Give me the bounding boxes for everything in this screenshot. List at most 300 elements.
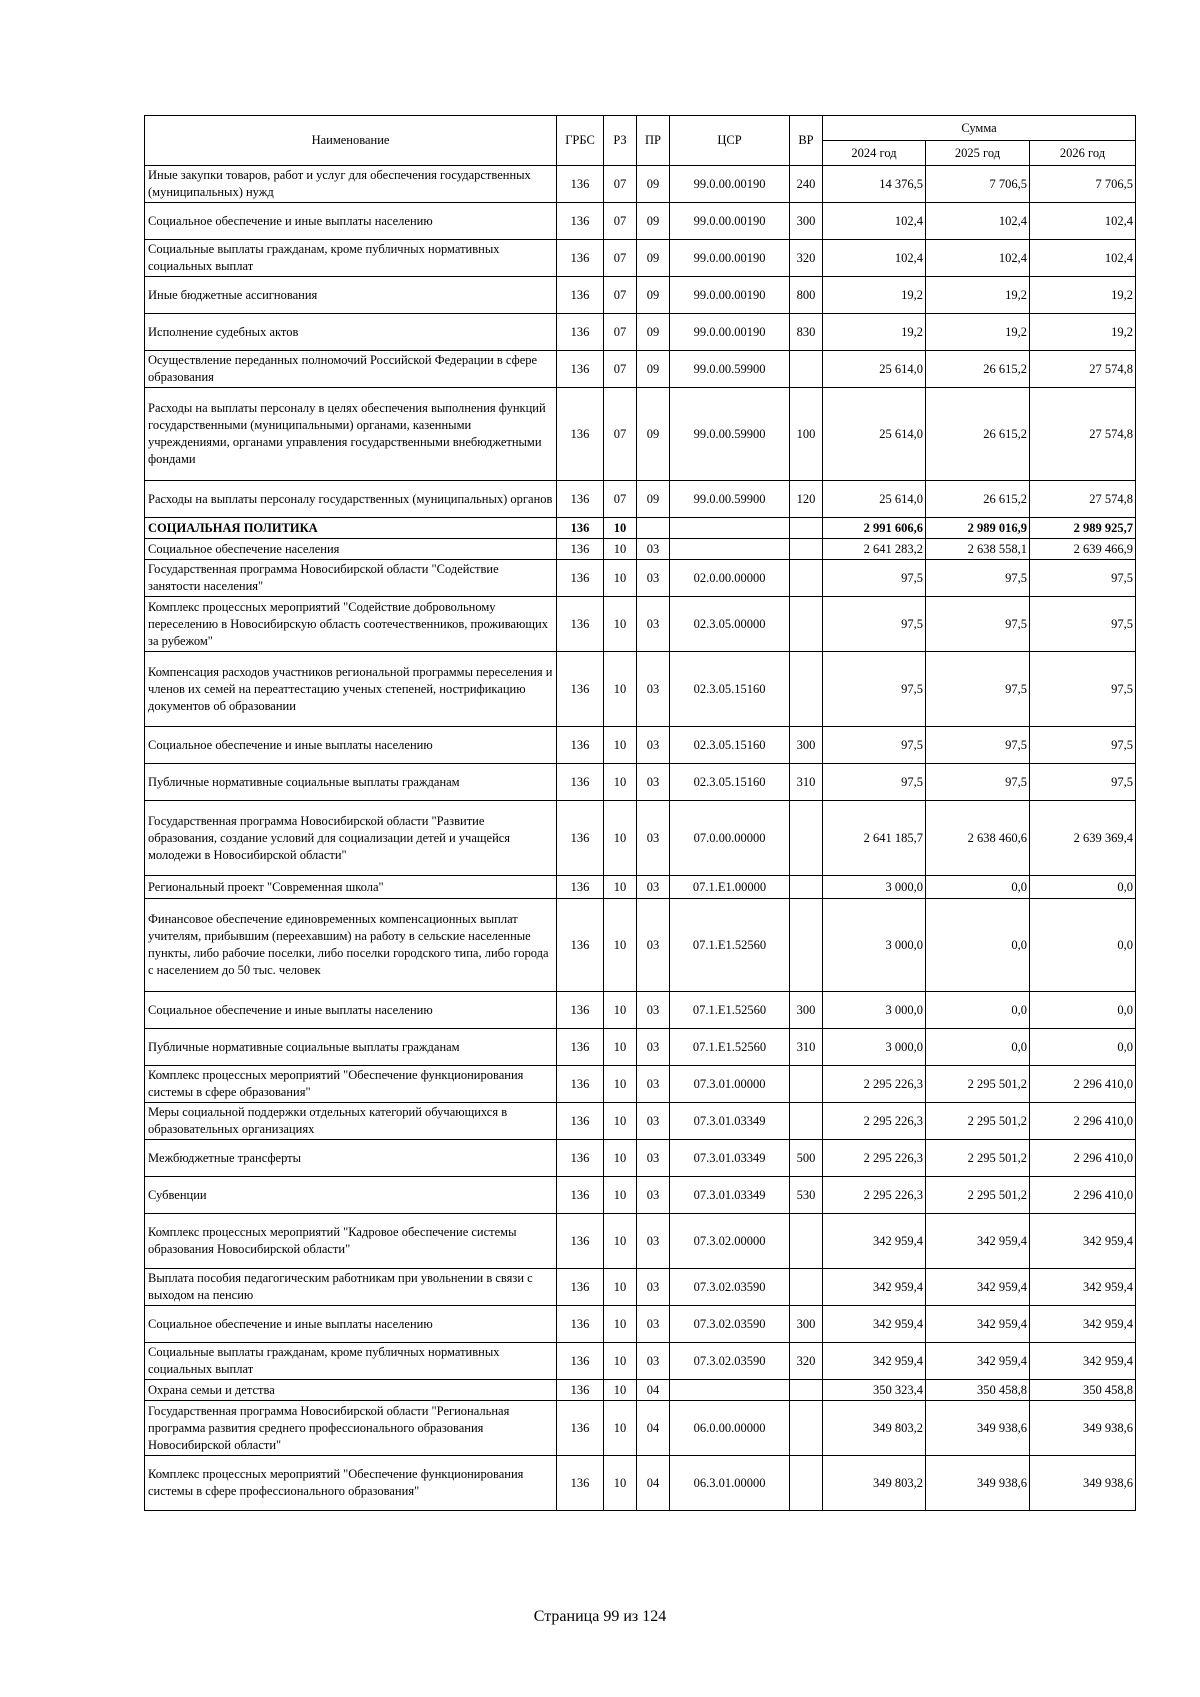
row-pr-cell: 03: [637, 1029, 670, 1066]
row-vr-cell: [790, 1380, 823, 1401]
row-sum-2025-cell: 0,0: [926, 1029, 1030, 1066]
row-grbs-cell: 136: [557, 518, 604, 539]
row-sum-2024-cell: 25 614,0: [823, 351, 926, 388]
row-name-cell: Региональный проект "Современная школа": [145, 876, 557, 899]
row-pr-cell: 03: [637, 597, 670, 652]
row-sum-2025-cell: 97,5: [926, 560, 1030, 597]
header-year-2025: 2025 год: [926, 141, 1030, 166]
table-row: [145, 1177, 1136, 1214]
row-sum-2025-cell: 102,4: [926, 240, 1030, 277]
row-csr-cell: 07.3.02.03590: [670, 1306, 790, 1343]
row-pr-cell: 03: [637, 539, 670, 560]
row-grbs-cell: 136: [557, 727, 604, 764]
row-rz-cell: 07: [604, 481, 637, 518]
row-sum-2025-cell: 2 638 558,1: [926, 539, 1030, 560]
row-rz-cell: 10: [604, 1140, 637, 1177]
row-name-cell: Расходы на выплаты персоналу государственных (муниципальных) органов: [145, 481, 557, 518]
table-row: [145, 1214, 1136, 1269]
row-pr-cell: 03: [637, 1214, 670, 1269]
page-number: Страница 99 из 124: [533, 1608, 667, 1625]
row-pr-cell: 03: [637, 1140, 670, 1177]
row-grbs-cell: 136: [557, 1269, 604, 1306]
row-name-cell: Компенсация расходов участников региональной программы переселения и членов их семей на переаттестацию ученых степеней, нострификацию документов об образовании: [145, 652, 557, 727]
row-grbs-cell: 136: [557, 899, 604, 992]
header-pr: ПР: [637, 116, 670, 166]
row-sum-2024-cell: 97,5: [823, 597, 926, 652]
row-csr-cell: [670, 1380, 790, 1401]
row-rz-cell: 10: [604, 518, 637, 539]
table-row: [145, 652, 1136, 727]
row-sum-2025-cell: 19,2: [926, 277, 1030, 314]
row-grbs-cell: 136: [557, 1177, 604, 1214]
row-pr-cell: 03: [637, 1269, 670, 1306]
row-csr-cell: 07.0.00.00000: [670, 801, 790, 876]
row-rz-cell: 10: [604, 992, 637, 1029]
row-sum-2024-cell: 97,5: [823, 764, 926, 801]
row-csr-cell: 07.1.E1.52560: [670, 899, 790, 992]
row-pr-cell: 03: [637, 652, 670, 727]
row-pr-cell: 09: [637, 388, 670, 481]
row-sum-2026-cell: 97,5: [1030, 652, 1136, 727]
row-sum-2024-cell: 2 295 226,3: [823, 1177, 926, 1214]
row-rz-cell: 10: [604, 876, 637, 899]
row-sum-2024-cell: 342 959,4: [823, 1343, 926, 1380]
row-grbs-cell: 136: [557, 1140, 604, 1177]
row-grbs-cell: 136: [557, 351, 604, 388]
row-grbs-cell: 136: [557, 314, 604, 351]
row-sum-2025-cell: 26 615,2: [926, 481, 1030, 518]
row-sum-2024-cell: 25 614,0: [823, 481, 926, 518]
row-grbs-cell: 136: [557, 388, 604, 481]
table-row: [145, 727, 1136, 764]
table-row: [145, 277, 1136, 314]
row-sum-2024-cell: 19,2: [823, 277, 926, 314]
row-grbs-cell: 136: [557, 203, 604, 240]
row-name-cell: Комплекс процессных мероприятий "Обеспечение функционирования системы в сфере профессионального образования": [145, 1456, 557, 1511]
row-grbs-cell: 136: [557, 166, 604, 203]
row-sum-2025-cell: 2 295 501,2: [926, 1066, 1030, 1103]
row-sum-2025-cell: 0,0: [926, 992, 1030, 1029]
table-row: [145, 1269, 1136, 1306]
row-sum-2025-cell: 97,5: [926, 764, 1030, 801]
row-grbs-cell: 136: [557, 1214, 604, 1269]
row-name-cell: Социальные выплаты гражданам, кроме публичных нормативных социальных выплат: [145, 1343, 557, 1380]
row-vr-cell: 830: [790, 314, 823, 351]
row-grbs-cell: 136: [557, 876, 604, 899]
row-csr-cell: [670, 518, 790, 539]
row-vr-cell: [790, 518, 823, 539]
table-row: [145, 1066, 1136, 1103]
row-csr-cell: 06.3.01.00000: [670, 1456, 790, 1511]
row-vr-cell: [790, 1269, 823, 1306]
budget-table: [144, 115, 1136, 1511]
row-pr-cell: 03: [637, 801, 670, 876]
table-row: [145, 801, 1136, 876]
row-name-cell: Социальное обеспечение и иные выплаты населению: [145, 203, 557, 240]
row-pr-cell: 03: [637, 1343, 670, 1380]
row-sum-2024-cell: 350 323,4: [823, 1380, 926, 1401]
table-row: [145, 1456, 1136, 1511]
row-sum-2025-cell: 97,5: [926, 597, 1030, 652]
row-vr-cell: [790, 1066, 823, 1103]
row-pr-cell: 03: [637, 899, 670, 992]
row-sum-2026-cell: 2 296 410,0: [1030, 1066, 1136, 1103]
row-csr-cell: 07.3.01.03349: [670, 1140, 790, 1177]
row-sum-2024-cell: 342 959,4: [823, 1214, 926, 1269]
row-sum-2025-cell: 349 938,6: [926, 1456, 1030, 1511]
row-grbs-cell: 136: [557, 560, 604, 597]
row-pr-cell: 03: [637, 764, 670, 801]
row-csr-cell: 99.0.00.00190: [670, 277, 790, 314]
row-pr-cell: 03: [637, 992, 670, 1029]
row-sum-2026-cell: 102,4: [1030, 203, 1136, 240]
row-pr-cell: 03: [637, 1306, 670, 1343]
row-sum-2026-cell: 2 296 410,0: [1030, 1103, 1136, 1140]
row-grbs-cell: 136: [557, 1029, 604, 1066]
row-sum-2026-cell: 342 959,4: [1030, 1343, 1136, 1380]
row-sum-2026-cell: 349 938,6: [1030, 1456, 1136, 1511]
row-sum-2026-cell: 2 296 410,0: [1030, 1177, 1136, 1214]
row-csr-cell: 02.3.05.15160: [670, 764, 790, 801]
table-row: [145, 1306, 1136, 1343]
row-sum-2026-cell: 97,5: [1030, 597, 1136, 652]
table-row: [145, 764, 1136, 801]
table-row: [145, 539, 1136, 560]
row-vr-cell: 300: [790, 992, 823, 1029]
header-name: Наименование: [145, 116, 557, 166]
row-sum-2025-cell: 97,5: [926, 652, 1030, 727]
row-sum-2024-cell: 2 991 606,6: [823, 518, 926, 539]
table-header: [145, 116, 1136, 166]
row-vr-cell: 100: [790, 388, 823, 481]
row-csr-cell: 07.1.E1.52560: [670, 992, 790, 1029]
row-vr-cell: 800: [790, 277, 823, 314]
row-grbs-cell: 136: [557, 1103, 604, 1140]
row-sum-2025-cell: 342 959,4: [926, 1306, 1030, 1343]
row-rz-cell: 10: [604, 1066, 637, 1103]
row-sum-2026-cell: 2 639 466,9: [1030, 539, 1136, 560]
row-rz-cell: 10: [604, 1177, 637, 1214]
row-pr-cell: 03: [637, 1066, 670, 1103]
table-row: [145, 1343, 1136, 1380]
row-csr-cell: 07.3.02.03590: [670, 1269, 790, 1306]
row-rz-cell: 10: [604, 1456, 637, 1511]
row-sum-2026-cell: 27 574,8: [1030, 351, 1136, 388]
row-sum-2026-cell: 102,4: [1030, 240, 1136, 277]
row-pr-cell: 09: [637, 240, 670, 277]
row-sum-2024-cell: 19,2: [823, 314, 926, 351]
row-name-cell: СОЦИАЛЬНАЯ ПОЛИТИКА: [145, 518, 557, 539]
row-pr-cell: 04: [637, 1401, 670, 1456]
row-sum-2024-cell: 102,4: [823, 240, 926, 277]
table-row: [145, 240, 1136, 277]
table-row: [145, 876, 1136, 899]
row-sum-2024-cell: 349 803,2: [823, 1456, 926, 1511]
row-name-cell: Субвенции: [145, 1177, 557, 1214]
table-row: [145, 481, 1136, 518]
row-name-cell: Комплекс процессных мероприятий "Обеспечение функционирования системы в сфере образования": [145, 1066, 557, 1103]
row-rz-cell: 07: [604, 166, 637, 203]
row-sum-2025-cell: 26 615,2: [926, 388, 1030, 481]
row-sum-2024-cell: 102,4: [823, 203, 926, 240]
row-name-cell: Исполнение судебных актов: [145, 314, 557, 351]
row-sum-2026-cell: 0,0: [1030, 876, 1136, 899]
row-rz-cell: 10: [604, 1103, 637, 1140]
row-csr-cell: 07.3.02.00000: [670, 1214, 790, 1269]
table-row: [145, 203, 1136, 240]
table-row: [145, 899, 1136, 992]
row-name-cell: Выплата пособия педагогическим работникам при увольнении в связи с выходом на пенсию: [145, 1269, 557, 1306]
row-grbs-cell: 136: [557, 597, 604, 652]
row-sum-2026-cell: 342 959,4: [1030, 1214, 1136, 1269]
row-name-cell: Социальное обеспечение и иные выплаты населению: [145, 727, 557, 764]
row-pr-cell: 09: [637, 203, 670, 240]
row-sum-2024-cell: 97,5: [823, 727, 926, 764]
row-name-cell: Государственная программа Новосибирской области "Региональная программа развития среднего профессионального образования Новосибирской области": [145, 1401, 557, 1456]
row-name-cell: Социальные выплаты гражданам, кроме публичных нормативных социальных выплат: [145, 240, 557, 277]
header-year-2024: 2024 год: [823, 141, 926, 166]
row-sum-2026-cell: 2 639 369,4: [1030, 801, 1136, 876]
row-vr-cell: 310: [790, 764, 823, 801]
row-rz-cell: 07: [604, 314, 637, 351]
row-pr-cell: 03: [637, 1103, 670, 1140]
row-rz-cell: 10: [604, 801, 637, 876]
row-csr-cell: 06.0.00.00000: [670, 1401, 790, 1456]
row-sum-2026-cell: 2 989 925,7: [1030, 518, 1136, 539]
row-rz-cell: 10: [604, 899, 637, 992]
row-name-cell: Государственная программа Новосибирской области "Развитие образования, создание условий для социализации детей и учащейся молодежи в Новосибирской области": [145, 801, 557, 876]
row-sum-2026-cell: 27 574,8: [1030, 481, 1136, 518]
header-rz: РЗ: [604, 116, 637, 166]
row-sum-2024-cell: 3 000,0: [823, 1029, 926, 1066]
row-vr-cell: 300: [790, 727, 823, 764]
row-csr-cell: 99.0.00.59900: [670, 388, 790, 481]
row-sum-2025-cell: 2 638 460,6: [926, 801, 1030, 876]
budget-table-sheet: [144, 115, 1135, 1511]
row-vr-cell: [790, 560, 823, 597]
row-vr-cell: [790, 1456, 823, 1511]
table-row: [145, 518, 1136, 539]
row-sum-2026-cell: 0,0: [1030, 899, 1136, 992]
row-grbs-cell: 136: [557, 1456, 604, 1511]
row-rz-cell: 10: [604, 1214, 637, 1269]
row-sum-2024-cell: 3 000,0: [823, 899, 926, 992]
row-grbs-cell: 136: [557, 539, 604, 560]
row-csr-cell: [670, 539, 790, 560]
row-sum-2026-cell: 19,2: [1030, 277, 1136, 314]
row-sum-2025-cell: 19,2: [926, 314, 1030, 351]
row-vr-cell: 300: [790, 1306, 823, 1343]
row-csr-cell: 07.3.02.03590: [670, 1343, 790, 1380]
row-pr-cell: 04: [637, 1456, 670, 1511]
row-vr-cell: [790, 539, 823, 560]
row-sum-2025-cell: 342 959,4: [926, 1343, 1030, 1380]
row-sum-2025-cell: 2 295 501,2: [926, 1177, 1030, 1214]
row-csr-cell: 07.3.01.03349: [670, 1177, 790, 1214]
row-sum-2024-cell: 2 641 185,7: [823, 801, 926, 876]
table-row: [145, 1140, 1136, 1177]
row-sum-2024-cell: 3 000,0: [823, 876, 926, 899]
row-name-cell: Публичные нормативные социальные выплаты гражданам: [145, 764, 557, 801]
table-row: [145, 1029, 1136, 1066]
row-sum-2026-cell: 349 938,6: [1030, 1401, 1136, 1456]
row-pr-cell: 03: [637, 727, 670, 764]
row-sum-2025-cell: 2 295 501,2: [926, 1103, 1030, 1140]
table-row: [145, 1380, 1136, 1401]
row-vr-cell: 120: [790, 481, 823, 518]
row-rz-cell: 07: [604, 203, 637, 240]
header-sum: Сумма: [823, 116, 1136, 141]
row-name-cell: Социальное обеспечение и иные выплаты населению: [145, 1306, 557, 1343]
row-vr-cell: 240: [790, 166, 823, 203]
table-row: [145, 314, 1136, 351]
row-grbs-cell: 136: [557, 652, 604, 727]
row-sum-2026-cell: 7 706,5: [1030, 166, 1136, 203]
row-sum-2025-cell: 0,0: [926, 876, 1030, 899]
row-csr-cell: 99.0.00.00190: [670, 166, 790, 203]
row-rz-cell: 07: [604, 351, 637, 388]
row-sum-2025-cell: 350 458,8: [926, 1380, 1030, 1401]
row-grbs-cell: 136: [557, 764, 604, 801]
table-body: [145, 166, 1136, 1511]
row-sum-2025-cell: 26 615,2: [926, 351, 1030, 388]
row-name-cell: Социальное обеспечение и иные выплаты населению: [145, 992, 557, 1029]
row-sum-2025-cell: 102,4: [926, 203, 1030, 240]
row-name-cell: Меры социальной поддержки отдельных категорий обучающихся в образовательных организациях: [145, 1103, 557, 1140]
row-grbs-cell: 136: [557, 277, 604, 314]
row-sum-2024-cell: 2 295 226,3: [823, 1066, 926, 1103]
row-sum-2024-cell: 2 295 226,3: [823, 1103, 926, 1140]
row-rz-cell: 10: [604, 597, 637, 652]
row-sum-2026-cell: 342 959,4: [1030, 1306, 1136, 1343]
row-csr-cell: 07.1.E1.52560: [670, 1029, 790, 1066]
row-sum-2024-cell: 349 803,2: [823, 1401, 926, 1456]
row-sum-2024-cell: 25 614,0: [823, 388, 926, 481]
row-csr-cell: 02.3.05.15160: [670, 652, 790, 727]
table-row: [145, 560, 1136, 597]
row-pr-cell: 09: [637, 351, 670, 388]
row-csr-cell: 99.0.00.00190: [670, 240, 790, 277]
row-pr-cell: 09: [637, 481, 670, 518]
row-sum-2025-cell: 0,0: [926, 899, 1030, 992]
row-pr-cell: 03: [637, 1177, 670, 1214]
table-row: [145, 1103, 1136, 1140]
row-sum-2025-cell: 342 959,4: [926, 1214, 1030, 1269]
header-grbs: ГРБС: [557, 116, 604, 166]
row-csr-cell: 02.3.05.15160: [670, 727, 790, 764]
row-sum-2026-cell: 97,5: [1030, 727, 1136, 764]
row-vr-cell: [790, 876, 823, 899]
row-sum-2026-cell: 350 458,8: [1030, 1380, 1136, 1401]
row-sum-2026-cell: 97,5: [1030, 560, 1136, 597]
row-csr-cell: 99.0.00.00190: [670, 314, 790, 351]
table-row: [145, 597, 1136, 652]
row-sum-2026-cell: 2 296 410,0: [1030, 1140, 1136, 1177]
row-pr-cell: 04: [637, 1380, 670, 1401]
row-grbs-cell: 136: [557, 1343, 604, 1380]
table-row: [145, 388, 1136, 481]
row-sum-2025-cell: 342 959,4: [926, 1269, 1030, 1306]
row-grbs-cell: 136: [557, 1380, 604, 1401]
row-rz-cell: 10: [604, 539, 637, 560]
row-name-cell: Охрана семьи и детства: [145, 1380, 557, 1401]
row-vr-cell: 530: [790, 1177, 823, 1214]
row-pr-cell: 09: [637, 166, 670, 203]
row-rz-cell: 10: [604, 1343, 637, 1380]
row-rz-cell: 10: [604, 727, 637, 764]
row-vr-cell: 320: [790, 240, 823, 277]
row-sum-2026-cell: 19,2: [1030, 314, 1136, 351]
row-name-cell: Осуществление переданных полномочий Российской Федерации в сфере образования: [145, 351, 557, 388]
row-name-cell: Комплекс процессных мероприятий "Содействие добровольному переселению в Новосибирскую область соотечественников, проживающих за рубежом": [145, 597, 557, 652]
row-vr-cell: [790, 801, 823, 876]
table-row: [145, 992, 1136, 1029]
header-csr: ЦСР: [670, 116, 790, 166]
row-pr-cell: 03: [637, 876, 670, 899]
row-sum-2024-cell: 14 376,5: [823, 166, 926, 203]
row-sum-2026-cell: 0,0: [1030, 1029, 1136, 1066]
row-pr-cell: 09: [637, 314, 670, 351]
row-rz-cell: 07: [604, 277, 637, 314]
table-row: [145, 351, 1136, 388]
row-sum-2024-cell: 97,5: [823, 560, 926, 597]
row-grbs-cell: 136: [557, 1306, 604, 1343]
row-sum-2024-cell: 2 641 283,2: [823, 539, 926, 560]
row-vr-cell: [790, 899, 823, 992]
row-sum-2024-cell: 342 959,4: [823, 1269, 926, 1306]
row-vr-cell: [790, 1103, 823, 1140]
row-sum-2025-cell: 2 295 501,2: [926, 1140, 1030, 1177]
row-sum-2025-cell: 349 938,6: [926, 1401, 1030, 1456]
row-csr-cell: 02.3.05.00000: [670, 597, 790, 652]
row-csr-cell: 07.3.01.03349: [670, 1103, 790, 1140]
row-sum-2026-cell: 97,5: [1030, 764, 1136, 801]
table-row: [145, 166, 1136, 203]
row-grbs-cell: 136: [557, 240, 604, 277]
row-rz-cell: 07: [604, 240, 637, 277]
row-vr-cell: 300: [790, 203, 823, 240]
row-rz-cell: 10: [604, 1029, 637, 1066]
row-sum-2024-cell: 2 295 226,3: [823, 1140, 926, 1177]
row-rz-cell: 07: [604, 388, 637, 481]
row-name-cell: Иные бюджетные ассигнования: [145, 277, 557, 314]
row-sum-2025-cell: 7 706,5: [926, 166, 1030, 203]
row-grbs-cell: 136: [557, 801, 604, 876]
row-grbs-cell: 136: [557, 481, 604, 518]
row-rz-cell: 10: [604, 1401, 637, 1456]
header-vr: ВР: [790, 116, 823, 166]
row-csr-cell: 99.0.00.59900: [670, 481, 790, 518]
row-vr-cell: 320: [790, 1343, 823, 1380]
row-rz-cell: 10: [604, 560, 637, 597]
row-sum-2025-cell: 97,5: [926, 727, 1030, 764]
row-sum-2025-cell: 2 989 016,9: [926, 518, 1030, 539]
row-csr-cell: 99.0.00.00190: [670, 203, 790, 240]
row-sum-2024-cell: 342 959,4: [823, 1306, 926, 1343]
row-name-cell: Государственная программа Новосибирской области "Содействие занятости населения": [145, 560, 557, 597]
row-name-cell: Иные закупки товаров, работ и услуг для обеспечения государственных (муниципальных) нужд: [145, 166, 557, 203]
row-rz-cell: 10: [604, 1380, 637, 1401]
row-vr-cell: [790, 351, 823, 388]
row-vr-cell: [790, 1401, 823, 1456]
row-name-cell: Межбюджетные трансферты: [145, 1140, 557, 1177]
row-rz-cell: 10: [604, 1306, 637, 1343]
row-pr-cell: 09: [637, 277, 670, 314]
row-csr-cell: 07.3.01.00000: [670, 1066, 790, 1103]
row-grbs-cell: 136: [557, 1066, 604, 1103]
row-csr-cell: 99.0.00.59900: [670, 351, 790, 388]
row-sum-2026-cell: 27 574,8: [1030, 388, 1136, 481]
